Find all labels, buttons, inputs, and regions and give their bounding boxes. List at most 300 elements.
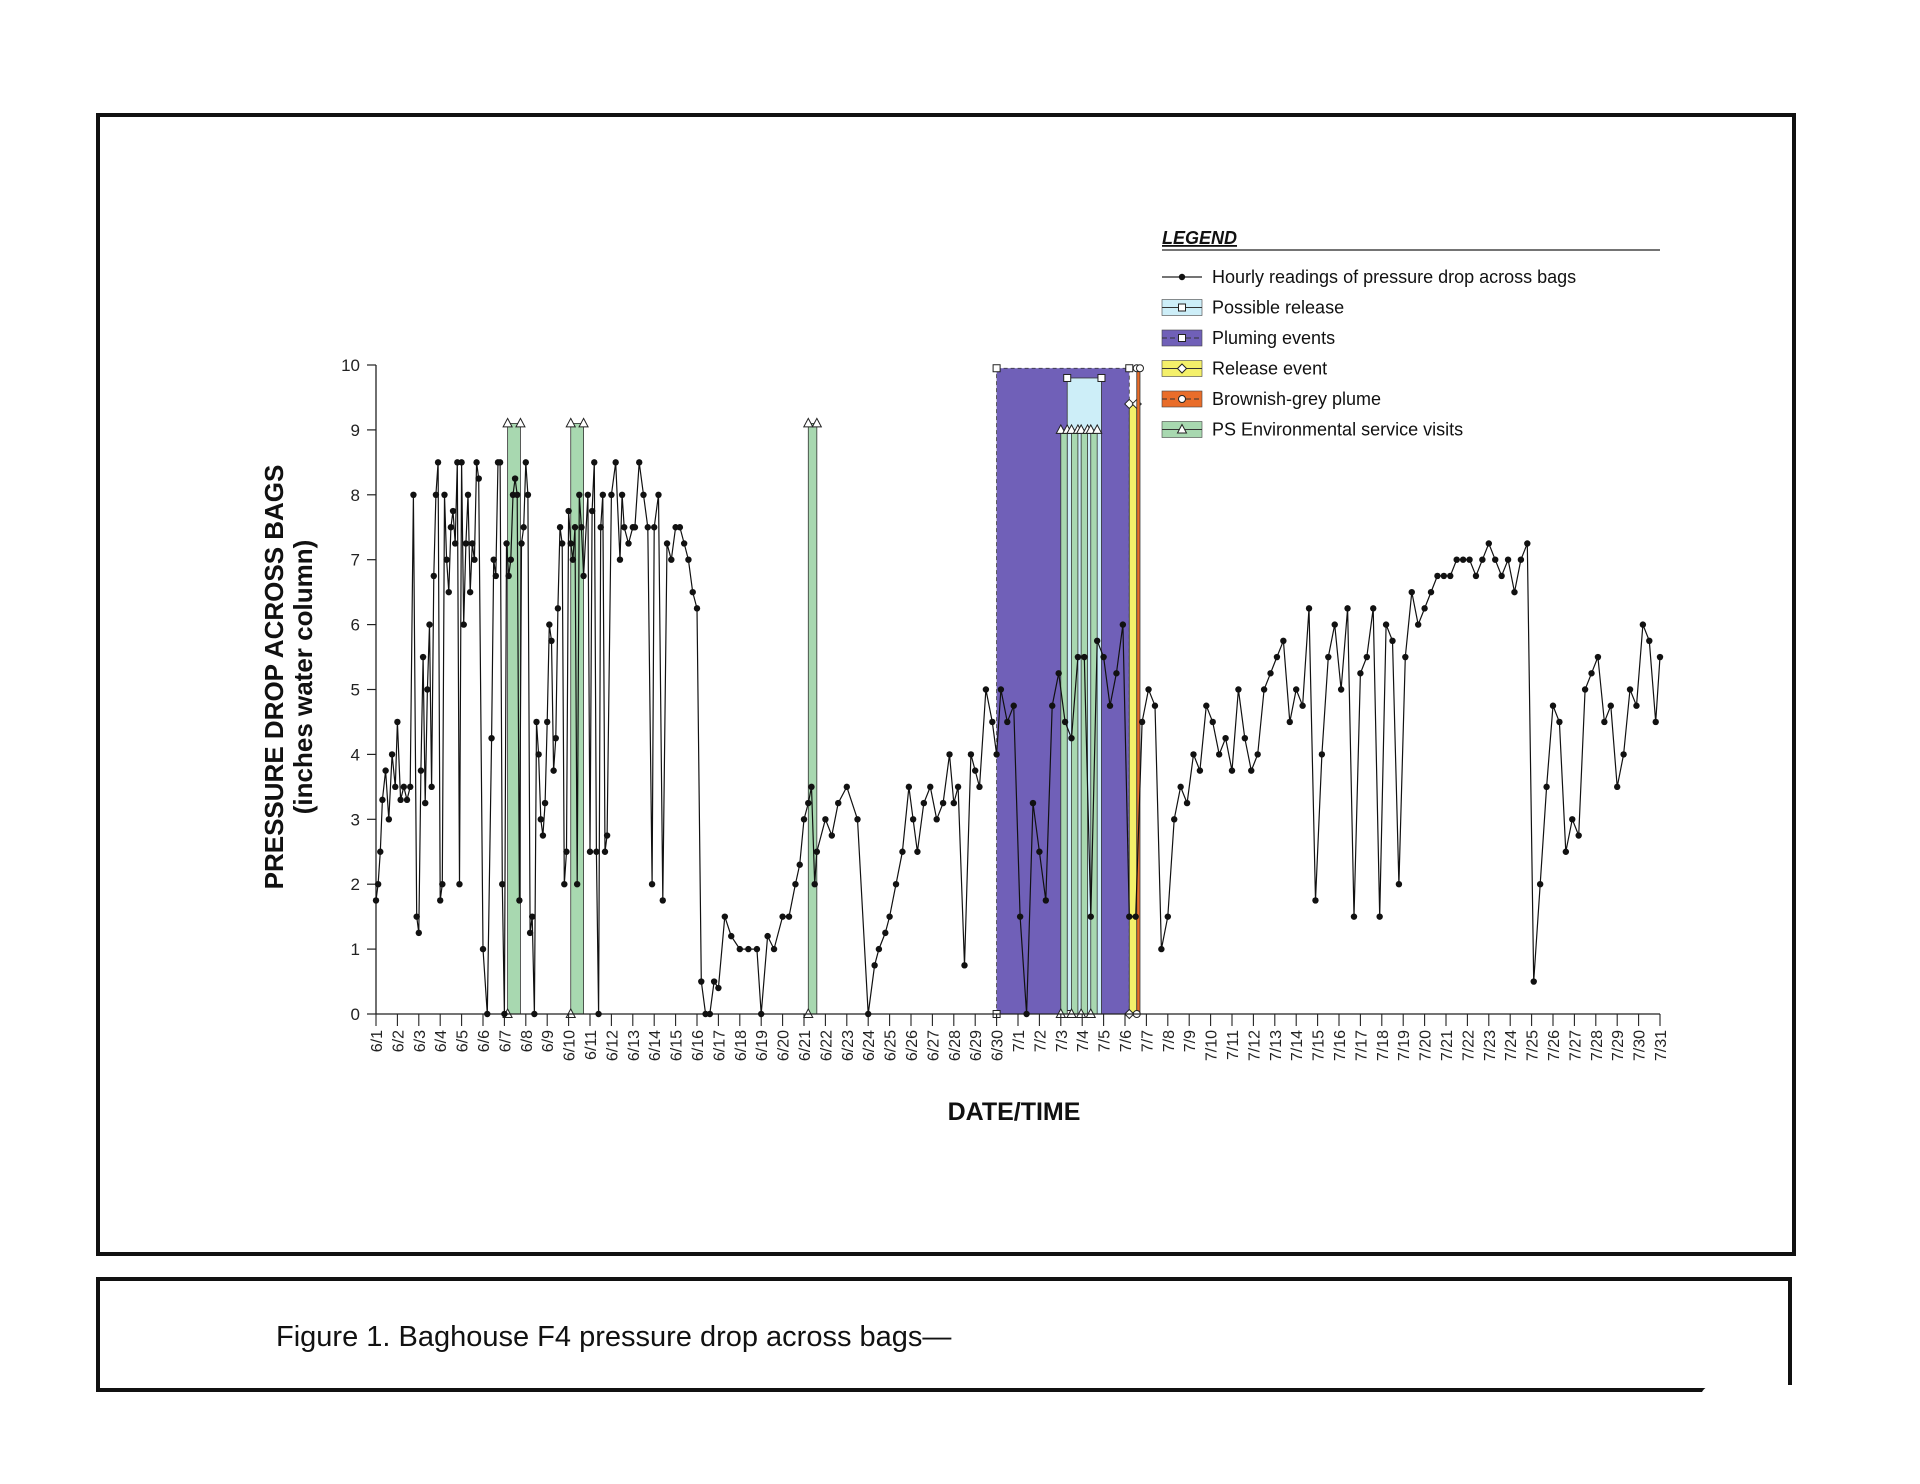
data-point — [882, 930, 888, 936]
data-point — [456, 881, 462, 887]
data-point — [1133, 913, 1139, 919]
x-tick-label: 6/12 — [604, 1030, 622, 1062]
data-point — [401, 784, 407, 790]
x-tick-label: 6/9 — [540, 1030, 558, 1053]
data-point — [812, 881, 818, 887]
data-point — [416, 930, 422, 936]
data-point — [989, 719, 995, 725]
data-point — [1473, 573, 1479, 579]
data-point — [668, 557, 674, 563]
data-point — [685, 557, 691, 563]
data-point — [645, 524, 651, 530]
data-point — [450, 508, 456, 514]
data-point — [608, 492, 614, 498]
data-point — [428, 784, 434, 790]
data-point — [497, 459, 503, 465]
data-point — [1235, 686, 1241, 692]
event-marker-brownish — [1136, 365, 1143, 372]
data-point — [886, 913, 892, 919]
data-point — [520, 524, 526, 530]
data-point — [1287, 719, 1293, 725]
data-point — [1055, 670, 1061, 676]
data-point — [1633, 703, 1639, 709]
data-point — [1210, 719, 1216, 725]
data-point — [745, 946, 751, 952]
data-point — [664, 540, 670, 546]
data-point — [1556, 719, 1562, 725]
data-point — [619, 492, 625, 498]
x-tick-label: 6/10 — [561, 1030, 579, 1062]
data-point — [544, 719, 550, 725]
x-tick-label: 7/2 — [1032, 1030, 1050, 1053]
data-point — [1364, 654, 1370, 660]
data-point — [461, 621, 467, 627]
legend-label-hourly: Hourly readings of pressure drop across bags — [1212, 267, 1577, 287]
data-point — [1434, 573, 1440, 579]
y-axis-label: PRESSURE DROP ACROSS BAGS — [259, 464, 289, 890]
data-point — [593, 849, 599, 855]
data-point — [471, 557, 477, 563]
event-marker-service — [804, 418, 813, 427]
data-point — [1242, 735, 1248, 741]
data-point — [983, 686, 989, 692]
x-tick-label: 7/29 — [1610, 1030, 1628, 1062]
redaction-patch — [990, 1127, 1190, 1227]
data-point — [1261, 686, 1267, 692]
legend-label-pluming: Pluming events — [1212, 328, 1336, 348]
data-point — [1017, 913, 1023, 919]
data-point — [681, 540, 687, 546]
x-tick-label: 6/15 — [668, 1030, 686, 1062]
data-point — [1293, 686, 1299, 692]
data-point — [792, 881, 798, 887]
data-point — [437, 897, 443, 903]
legend-label-release: Release event — [1212, 358, 1328, 379]
figure-caption: Figure 1. Baghouse F4 pressure drop across bags— — [276, 1321, 952, 1353]
data-point — [636, 459, 642, 465]
x-tick-label: 7/3 — [1053, 1030, 1071, 1053]
data-point — [420, 654, 426, 660]
data-point — [1344, 605, 1350, 611]
data-point — [1139, 719, 1145, 725]
data-point — [386, 816, 392, 822]
data-point — [531, 1011, 537, 1017]
data-point — [1075, 654, 1081, 660]
data-point — [933, 816, 939, 822]
data-point — [1165, 913, 1171, 919]
x-tick-label: 7/13 — [1267, 1030, 1285, 1062]
data-point — [976, 784, 982, 790]
data-point — [465, 492, 471, 498]
event-marker-service — [503, 418, 512, 427]
data-point — [407, 784, 413, 790]
data-point — [389, 751, 395, 757]
x-tick-label: 7/6 — [1118, 1030, 1135, 1053]
data-point — [1531, 978, 1537, 984]
data-point — [764, 933, 770, 939]
y-tick-label: 9 — [350, 420, 360, 440]
data-point — [829, 832, 835, 838]
data-point — [1319, 751, 1325, 757]
event-band-service — [1081, 430, 1087, 1014]
data-point — [574, 881, 580, 887]
x-tick-label: 6/11 — [583, 1030, 600, 1060]
data-point — [1569, 816, 1575, 822]
data-point — [600, 492, 606, 498]
data-point — [1088, 913, 1094, 919]
data-point — [1023, 1011, 1029, 1017]
x-tick-label: 7/27 — [1567, 1030, 1585, 1062]
x-tick-label: 6/27 — [925, 1030, 943, 1062]
data-point — [805, 800, 811, 806]
data-point — [433, 492, 439, 498]
event-marker-pluming — [993, 365, 1000, 372]
data-point — [404, 797, 410, 803]
data-point — [514, 492, 520, 498]
data-point — [426, 621, 432, 627]
data-point — [1312, 897, 1318, 903]
redaction-patch — [1610, 367, 1760, 497]
data-point — [491, 557, 497, 563]
x-tick-label: 6/6 — [476, 1030, 493, 1053]
y-tick-label: 0 — [350, 1005, 360, 1024]
y-tick-label: 5 — [350, 680, 360, 700]
x-tick-label: 7/11 — [1225, 1030, 1242, 1060]
y-tick-label: 6 — [350, 615, 360, 635]
data-point — [446, 589, 452, 595]
data-point — [1421, 605, 1427, 611]
data-point — [1030, 800, 1036, 806]
data-point — [1460, 557, 1466, 563]
data-point — [993, 751, 999, 757]
x-tick-label: 6/8 — [518, 1030, 536, 1053]
data-point — [473, 459, 479, 465]
data-point — [563, 849, 569, 855]
data-point — [1447, 573, 1453, 579]
x-tick-label: 7/9 — [1182, 1030, 1200, 1053]
data-point — [413, 913, 419, 919]
data-point — [1627, 686, 1633, 692]
data-point — [422, 800, 428, 806]
data-point — [488, 735, 494, 741]
data-point — [1415, 621, 1421, 627]
y-tick-label: 4 — [350, 745, 360, 765]
data-point — [617, 557, 623, 563]
x-tick-label: 7/12 — [1246, 1030, 1264, 1062]
data-point — [1332, 621, 1338, 627]
data-point — [424, 686, 430, 692]
data-point — [598, 524, 604, 530]
data-point — [1441, 573, 1447, 579]
x-tick-label: 7/24 — [1503, 1030, 1521, 1062]
data-point — [602, 849, 608, 855]
y-tick-label: 7 — [350, 550, 360, 570]
data-point — [533, 719, 539, 725]
data-point — [550, 767, 556, 773]
data-point — [914, 849, 920, 855]
data-point — [553, 735, 559, 741]
data-point — [463, 540, 469, 546]
data-point — [439, 881, 445, 887]
data-point — [621, 524, 627, 530]
data-point — [1370, 605, 1376, 611]
y-tick-label: 8 — [350, 485, 360, 505]
data-point — [1575, 832, 1581, 838]
data-point — [503, 540, 509, 546]
event-band-service — [1091, 430, 1097, 1014]
data-point — [921, 800, 927, 806]
event-marker-service — [566, 418, 575, 427]
data-point — [578, 524, 584, 530]
data-point — [814, 849, 820, 855]
y-tick-label: 1 — [350, 940, 360, 960]
data-point — [754, 946, 760, 952]
data-point — [968, 751, 974, 757]
data-point — [893, 881, 899, 887]
data-point — [589, 508, 595, 514]
data-point — [1280, 638, 1286, 644]
data-point — [1216, 751, 1222, 757]
data-point — [529, 913, 535, 919]
x-tick-label: 6/2 — [390, 1030, 408, 1053]
data-point — [382, 767, 388, 773]
x-tick-label: 7/19 — [1396, 1030, 1414, 1062]
data-point — [1094, 638, 1100, 644]
data-point — [1550, 703, 1556, 709]
data-point — [1190, 751, 1196, 757]
data-point — [871, 962, 877, 968]
data-point — [435, 459, 441, 465]
data-point — [555, 605, 561, 611]
data-point — [1113, 670, 1119, 676]
x-tick-label: 6/30 — [989, 1030, 1007, 1062]
data-point — [854, 816, 860, 822]
data-point — [467, 589, 473, 595]
data-point — [516, 897, 522, 903]
data-point — [1197, 767, 1203, 773]
data-point — [518, 540, 524, 546]
data-point — [1505, 557, 1511, 563]
x-tick-label: 7/5 — [1096, 1030, 1114, 1053]
data-point — [632, 524, 638, 530]
data-point — [1588, 670, 1594, 676]
data-point — [576, 492, 582, 498]
data-point — [1229, 767, 1235, 773]
data-point — [1351, 913, 1357, 919]
data-point — [410, 492, 416, 498]
data-point — [951, 800, 957, 806]
data-point — [557, 524, 563, 530]
data-point — [587, 849, 593, 855]
event-band-service — [571, 423, 584, 1014]
data-point — [737, 946, 743, 952]
data-point — [1184, 800, 1190, 806]
data-point — [568, 540, 574, 546]
data-point — [469, 540, 475, 546]
data-point — [1376, 913, 1382, 919]
x-tick-label: 7/17 — [1353, 1030, 1371, 1062]
legend-title: LEGEND — [1162, 228, 1238, 248]
x-tick-label: 7/8 — [1160, 1030, 1178, 1053]
data-point — [1274, 654, 1280, 660]
data-point — [480, 946, 486, 952]
event-marker-service — [516, 418, 525, 427]
x-axis-label: DATE/TIME — [947, 1098, 1081, 1126]
data-point — [625, 540, 631, 546]
data-point — [786, 913, 792, 919]
data-point — [910, 816, 916, 822]
data-point — [906, 784, 912, 790]
data-point — [1428, 589, 1434, 595]
data-point — [1543, 784, 1549, 790]
x-tick-label: 7/30 — [1631, 1030, 1649, 1062]
data-point — [698, 978, 704, 984]
x-tick-label: 6/4 — [433, 1030, 451, 1053]
data-point — [542, 800, 548, 806]
event-band-release — [1129, 404, 1136, 1014]
data-point — [1646, 638, 1652, 644]
data-point — [431, 573, 437, 579]
data-point — [946, 751, 952, 757]
data-point — [1582, 686, 1588, 692]
event-marker-pluming — [1126, 365, 1133, 372]
data-point — [540, 832, 546, 838]
data-point — [1203, 703, 1209, 709]
data-point — [1011, 703, 1017, 709]
x-tick-label: 6/13 — [625, 1030, 643, 1062]
data-point — [1492, 557, 1498, 563]
data-point — [1620, 751, 1626, 757]
data-point — [1524, 540, 1530, 546]
x-tick-label: 6/3 — [411, 1030, 429, 1053]
x-tick-label: 7/7 — [1139, 1030, 1157, 1053]
data-point — [484, 1011, 490, 1017]
x-tick-label: 7/21 — [1439, 1030, 1456, 1062]
data-point — [604, 832, 610, 838]
data-point — [1486, 540, 1492, 546]
data-point — [1145, 686, 1151, 692]
data-point — [585, 492, 591, 498]
x-tick-label: 6/26 — [904, 1030, 921, 1062]
data-point — [1595, 654, 1601, 660]
data-point — [1126, 913, 1132, 919]
data-point — [1152, 703, 1158, 709]
data-point — [418, 767, 424, 773]
x-tick-label: 6/7 — [497, 1030, 515, 1053]
data-point — [1222, 735, 1228, 741]
data-point — [580, 573, 586, 579]
data-point — [715, 985, 721, 991]
x-tick-label: 7/22 — [1460, 1030, 1478, 1062]
x-tick-label: 7/18 — [1374, 1030, 1392, 1062]
y-tick-label: 2 — [350, 875, 360, 895]
event-marker-service — [579, 418, 588, 427]
data-point — [1158, 946, 1164, 952]
x-tick-label: 6/21 — [797, 1030, 814, 1062]
y-tick-label: 3 — [350, 810, 360, 830]
x-tick-label: 7/14 — [1289, 1030, 1307, 1062]
legend-label-brownish: Brownish-grey plume — [1212, 389, 1382, 409]
data-point — [476, 475, 482, 481]
data-point — [548, 638, 554, 644]
data-point — [458, 459, 464, 465]
data-point — [512, 475, 518, 481]
data-point — [1537, 881, 1543, 887]
data-point — [1511, 589, 1517, 595]
data-point — [1299, 703, 1305, 709]
data-point — [375, 881, 381, 887]
data-point — [1267, 670, 1273, 676]
legend-label-service: PS Environmental service visits — [1212, 419, 1464, 440]
data-point — [1338, 686, 1344, 692]
data-point — [1383, 621, 1389, 627]
data-point — [501, 1011, 507, 1017]
x-tick-label: 7/28 — [1588, 1030, 1606, 1062]
data-point — [690, 589, 696, 595]
data-point — [1657, 654, 1663, 660]
event-marker-service — [812, 418, 821, 427]
data-point — [443, 557, 449, 563]
x-tick-label: 7/23 — [1481, 1030, 1499, 1062]
data-point — [677, 524, 683, 530]
y-axis-sublabel: (inches water column) — [288, 539, 318, 815]
data-point — [1248, 767, 1254, 773]
data-point — [1049, 703, 1055, 709]
data-point — [927, 784, 933, 790]
data-point — [394, 719, 400, 725]
data-point — [711, 978, 717, 984]
data-point — [1653, 719, 1659, 725]
data-point — [779, 913, 785, 919]
data-point — [651, 524, 657, 530]
data-point — [876, 946, 882, 952]
data-point — [397, 797, 403, 803]
data-point — [771, 946, 777, 952]
data-point — [572, 524, 578, 530]
legend-marker-hourly — [1179, 274, 1185, 280]
data-point — [1409, 589, 1415, 595]
x-tick-label: 6/14 — [647, 1030, 665, 1062]
data-point — [373, 897, 379, 903]
data-point — [493, 573, 499, 579]
legend-marker-pluming — [1179, 335, 1186, 342]
data-point — [377, 849, 383, 855]
x-tick-label: 7/31 — [1653, 1030, 1670, 1062]
data-point — [1479, 557, 1485, 563]
data-point — [570, 557, 576, 563]
data-point — [1177, 784, 1183, 790]
x-tick-label: 6/19 — [754, 1030, 772, 1062]
x-tick-label: 6/25 — [882, 1030, 900, 1062]
data-point — [538, 816, 544, 822]
redaction-patch — [1700, 1385, 1820, 1480]
data-point — [1518, 557, 1524, 563]
data-point — [379, 797, 385, 803]
data-point — [844, 784, 850, 790]
x-tick-label: 6/1 — [369, 1030, 386, 1053]
data-point — [972, 767, 978, 773]
data-point — [448, 524, 454, 530]
x-tick-label: 7/4 — [1075, 1030, 1093, 1053]
data-point — [955, 784, 961, 790]
x-tick-label: 6/20 — [775, 1030, 793, 1062]
data-point — [1454, 557, 1460, 563]
x-tick-label: 6/24 — [861, 1030, 879, 1062]
x-tick-label: 7/1 — [1011, 1030, 1028, 1053]
data-point — [1640, 621, 1646, 627]
data-point — [694, 605, 700, 611]
data-point — [505, 573, 511, 579]
